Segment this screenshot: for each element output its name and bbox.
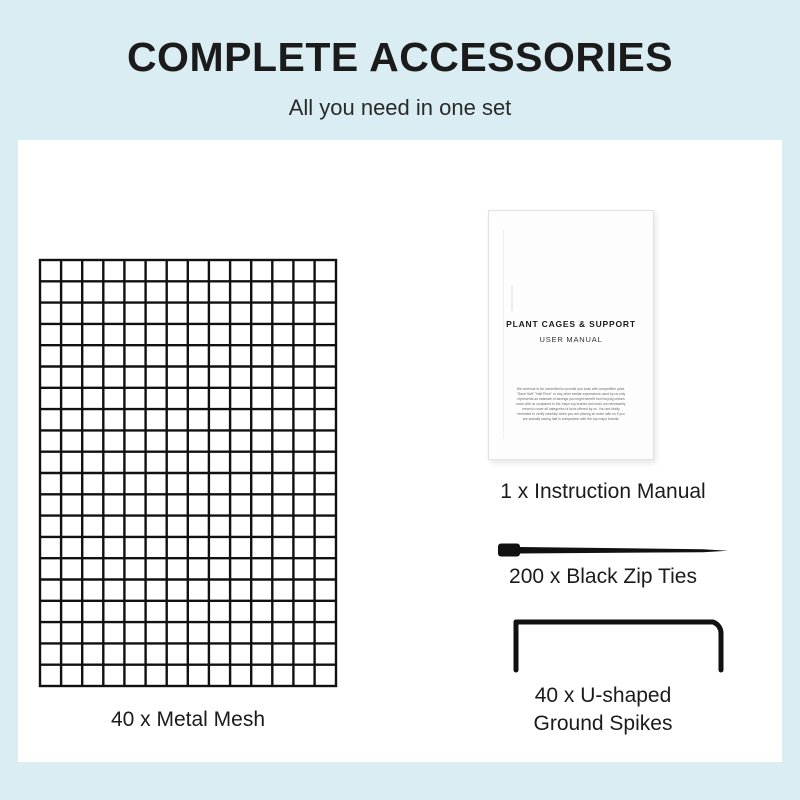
manual-crease <box>511 285 513 311</box>
manual-cover-body: We continue to be committed to provide you tools with competitive price. "Save Half" "Half Price" or any other similar expressions used by us only represents an estimate of savings you might benefit from buying certain tools with us compared to the major top brands and does not necessarily mean to cover all categories of tools offered by us. You are kindly reminded to verify carefully when you are placing an order with us if you are actually saving half in comparison with the top major brands. <box>516 387 626 421</box>
instruction-manual-caption: 1 x Instruction Manual <box>500 480 706 503</box>
manual-cover-subtitle: USER MANUAL <box>539 335 603 344</box>
ground-spikes-caption-line2: Ground Spikes <box>533 712 673 736</box>
ground-spikes-caption <box>438 682 768 739</box>
zip-tie-icon <box>498 538 730 564</box>
metal-mesh-caption: 40 x Metal Mesh <box>110 708 266 731</box>
u-shaped-ground-spike-icon <box>508 618 728 678</box>
ground-spikes-caption-line1: 40 x U-shaped <box>534 684 672 707</box>
manual-cover <box>488 210 654 460</box>
metal-mesh-icon <box>38 258 338 688</box>
black-zip-ties-item <box>498 538 730 564</box>
manual-fold-line <box>503 229 504 439</box>
page-title: COMPLETE ACCESSORIES <box>126 34 674 80</box>
instruction-manual-item <box>488 210 658 460</box>
manual-cover-title: PLANT CAGES & SUPPORT <box>506 319 636 329</box>
metal-mesh-item <box>38 258 338 731</box>
page-subtitle: All you need in one set <box>288 95 512 120</box>
content-card <box>18 140 782 762</box>
black-zip-ties-caption: 200 x Black Zip Ties <box>509 565 697 588</box>
header <box>0 0 800 140</box>
ground-spikes-item <box>508 618 728 678</box>
